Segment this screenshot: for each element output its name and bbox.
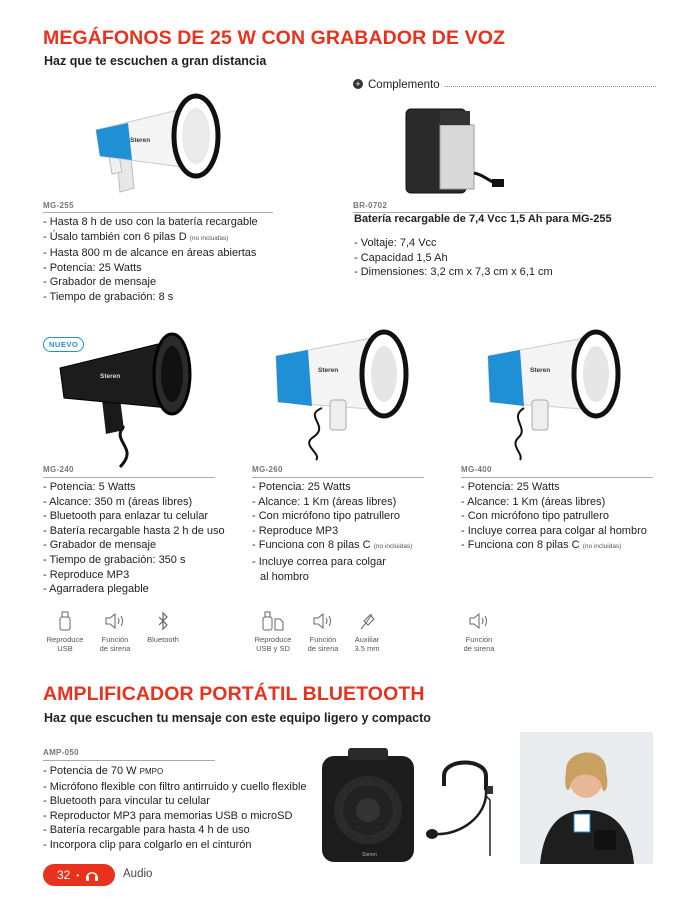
spec-item: al hombro	[260, 570, 309, 583]
amplifier-image	[318, 748, 418, 866]
bluetooth-icon	[156, 611, 170, 631]
mg260-rule	[252, 477, 424, 478]
feature-bluetooth: Bluetooth	[138, 611, 188, 644]
spec-item: - Funciona con 8 pilas C (no incluidas)	[461, 539, 622, 552]
spec-item: - Alcance: 350 m (áreas libres)	[43, 495, 193, 508]
spec-item: - Potencia: 5 Watts	[43, 481, 136, 493]
spec-item: - Úsalo también con 6 pilas D (no incluidas)	[43, 230, 229, 243]
mg260-specs	[252, 480, 412, 584]
mg400-megaphone-image	[484, 326, 634, 461]
mg240-brand-label: Steren	[100, 373, 121, 380]
spec-item: - Con micrófono tipo patrullero	[252, 510, 400, 523]
mg240-rule	[43, 477, 215, 478]
mg255-specs	[43, 215, 258, 305]
spec-item: - Voltaje: 7,4 Vcc	[354, 237, 437, 249]
new-badge: NUEVO	[43, 337, 84, 352]
feature-aux: Auxiliar 3.5 mm	[342, 611, 392, 653]
spec-item: - Incluye correa para colgar	[252, 555, 386, 568]
section-subtitle-amplificador: Haz que escuchen tu mensaje con este equipo ligero y compacto	[44, 711, 431, 725]
mg255-brand-label: Steren	[130, 137, 151, 144]
headphones-icon	[85, 869, 99, 881]
dot-separator: •	[76, 870, 80, 880]
speaker-siren-icon	[468, 611, 490, 631]
spec-item: - Hasta 800 m de alcance en áreas abiertas	[43, 247, 257, 260]
spec-item: - Funciona con 8 pilas C (no incluidas)	[252, 539, 413, 552]
spec-item: - Tiempo de grabación: 8 s	[43, 290, 174, 303]
feature-usb: Reproduce USB	[40, 611, 90, 653]
spec-item: - Alcance: 1 Km (áreas libres)	[252, 495, 397, 508]
footer-section-label: Audio	[123, 868, 153, 880]
amp050-specs	[43, 764, 307, 853]
spec-item: - Potencia: 25 Watts	[252, 481, 351, 493]
spec-item: - Bluetooth para vincular tu celular	[43, 795, 210, 808]
spec-item: - Con micrófono tipo patrullero	[461, 510, 609, 523]
spec-item: - Alcance: 1 Km (áreas libres)	[461, 495, 606, 508]
spec-item: - Bluetooth para enlazar tu celular	[43, 510, 209, 523]
spec-item: - Dimensiones: 3,2 cm x 7,3 cm x 6,1 cm	[354, 266, 553, 279]
plus-icon: +	[353, 79, 363, 89]
mg240-megaphone-image	[40, 322, 200, 472]
amp-brand-label: Steren	[362, 852, 377, 858]
mg255-code: MG-255	[43, 201, 74, 210]
mg260-megaphone-image	[272, 326, 422, 461]
mg260-code: MG-260	[252, 465, 283, 474]
complement-label: Complemento	[368, 79, 440, 91]
feature-siren: Función de sirena	[454, 611, 504, 653]
mg400-rule	[461, 477, 653, 478]
spec-item: - Reproductor MP3 para memorias USB o microSD	[43, 809, 293, 822]
aux-cable-icon	[358, 611, 376, 631]
spec-item: - Grabador de mensaje	[43, 276, 157, 289]
mg240-code: MG-240	[43, 465, 74, 474]
battery-image	[400, 103, 510, 198]
spec-item: - Micrófono flexible con filtro antirruido y cuello flexible	[43, 780, 307, 793]
spec-item: - Agarradera plegable	[43, 583, 149, 596]
page-number-pill	[43, 864, 115, 886]
complement-dotted-rule	[445, 86, 656, 87]
spec-item: - Incluye correa para colgar al hombro	[461, 524, 647, 537]
section-subtitle-megafonos: Haz que te escuchen a gran distancia	[44, 54, 267, 68]
amp050-rule	[43, 760, 215, 761]
feature-siren: Función de sirena	[298, 611, 348, 653]
usb-drive-icon	[58, 611, 72, 631]
usb-sd-icon	[261, 611, 285, 631]
spec-item: - Grabador de mensaje	[43, 539, 157, 552]
mg400-brand-label: Steren	[530, 367, 551, 374]
lifestyle-photo	[520, 732, 653, 864]
mg240-specs	[43, 480, 225, 597]
page-number: 32	[57, 868, 71, 882]
br0702-code: BR-0702	[353, 201, 388, 210]
mg255-megaphone-image	[78, 88, 228, 196]
feature-siren: Función de sirena	[90, 611, 140, 653]
spec-item: - Batería recargable para hasta 4 h de uso	[43, 824, 250, 837]
spec-item: - Hasta 8 h de uso con la batería recargable	[43, 216, 258, 228]
br0702-name: Batería recargable de 7,4 Vcc 1,5 Ah para MG-255	[354, 213, 612, 225]
spec-item: - Tiempo de grabación: 350 s	[43, 553, 186, 566]
spec-item: - Incorpora clip para colgarlo en el cinturón	[43, 838, 252, 851]
speaker-siren-icon	[312, 611, 334, 631]
mg400-code: MG-400	[461, 465, 492, 474]
spec-item: - Capacidad 1,5 Ah	[354, 251, 448, 264]
spec-item: - Potencia: 25 Watts	[461, 481, 560, 493]
section-title-megafonos: MEGÁFONOS DE 25 W CON GRABADOR DE VOZ	[43, 27, 505, 49]
spec-item: - Potencia de 70 W PMPO	[43, 765, 164, 777]
spec-item: - Reproduce MP3	[43, 568, 130, 581]
spec-item: - Batería recargable hasta 2 h de uso	[43, 524, 225, 537]
woman-with-amplifier-photo	[520, 732, 653, 864]
spec-item: - Potencia: 25 Watts	[43, 261, 142, 274]
feature-usb-sd: Reproduce USB y SD	[248, 611, 298, 653]
headset-microphone-image	[420, 756, 510, 864]
spec-item: - Reproduce MP3	[252, 524, 339, 537]
mg255-rule	[43, 212, 273, 213]
section-title-amplificador: AMPLIFICADOR PORTÁTIL BLUETOOTH	[43, 683, 425, 705]
mg260-brand-label: Steren	[318, 367, 339, 374]
amp050-code: AMP-050	[43, 748, 79, 757]
speaker-siren-icon	[104, 611, 126, 631]
br0702-specs	[354, 236, 553, 280]
mg400-specs	[461, 480, 647, 555]
